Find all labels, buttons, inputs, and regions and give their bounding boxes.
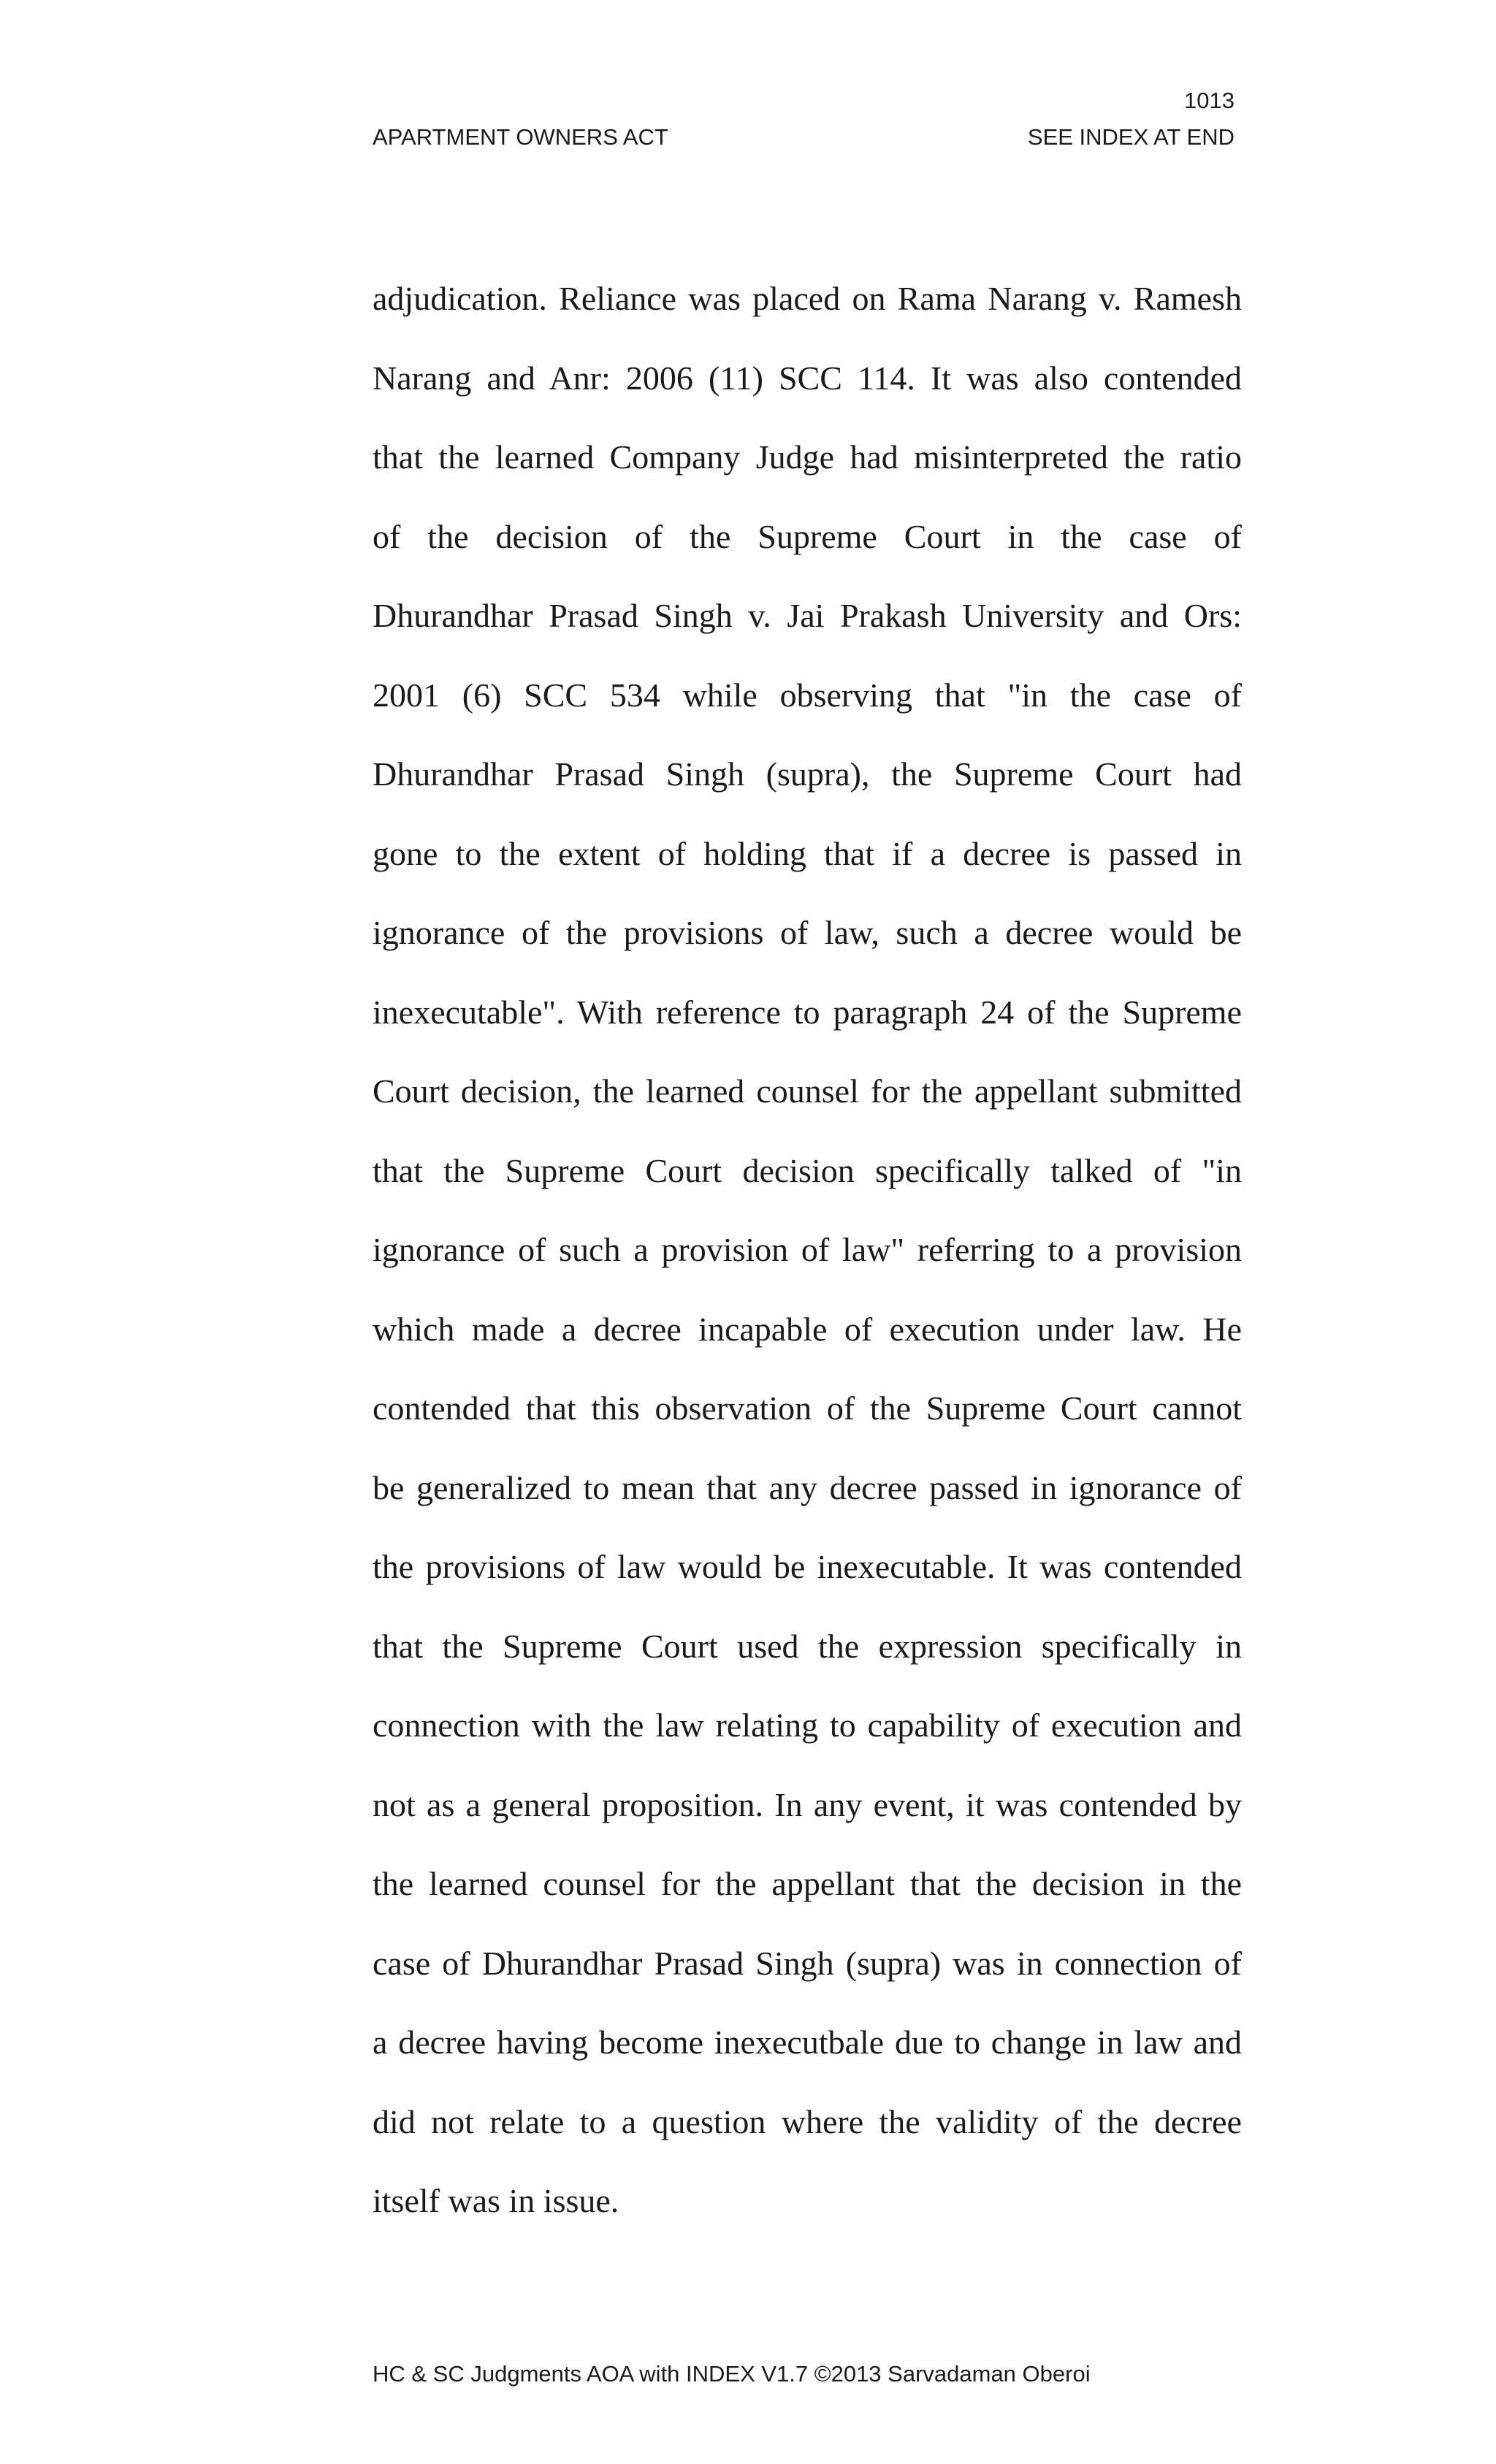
text-line: Narang and Anr: 2006 (11) SCC 114. It was also contended [373, 359, 1242, 397]
text-line: that the Supreme Court used the expression specifically in [373, 1627, 1242, 1665]
text-line: of the decision of the Supreme Court in the case of [373, 517, 1242, 555]
text-line: adjudication. Reliance was placed on Rama Narang v. Ramesh [373, 280, 1242, 317]
text-line: contended that this observation of the Supreme Court cannot [373, 1389, 1242, 1427]
text-line: itself was in issue. [373, 2182, 619, 2219]
page-number: 1013 [1184, 88, 1234, 113]
text-line: did not relate to a question where the validity of the decree [373, 2102, 1242, 2140]
text-line: ignorance of the provisions of law, such a decree would be [373, 914, 1242, 951]
text-line: which made a decree incapable of execution under law. He [373, 1310, 1242, 1348]
running-header-index-note: SEE INDEX AT END [1027, 124, 1234, 150]
text-line: Court decision, the learned counsel for the appellant submitted [373, 1072, 1242, 1110]
text-line: that the learned Company Judge had misinterpreted the ratio [373, 438, 1242, 476]
text-line: connection with the law relating to capability of execution and [373, 1706, 1242, 1744]
text-line: the learned counsel for the appellant that the decision in the [373, 1865, 1242, 1902]
text-line: gone to the extent of holding that if a decree is passed in [373, 834, 1242, 872]
text-line: Dhurandhar Prasad Singh (supra), the Supreme Court had [373, 755, 1242, 793]
text-line: a decree having become inexecutbale due to change in law and [373, 2024, 1242, 2061]
text-line: case of Dhurandhar Prasad Singh (supra) was in connection of [373, 1944, 1242, 1982]
text-line: that the Supreme Court decision specifically talked of "in [373, 1151, 1242, 1189]
text-line: be generalized to mean that any decree passed in ignorance of [373, 1468, 1242, 1506]
running-header-title: APARTMENT OWNERS ACT [373, 124, 668, 150]
text-line: 2001 (6) SCC 534 while observing that "in the case of [373, 676, 1242, 714]
copyright-footer: HC & SC Judgments AOA with INDEX V1.7 ©2013 Sarvadaman Oberoi [373, 2361, 1091, 2387]
text-line: inexecutable". With reference to paragraph 24 of the Supreme [373, 993, 1242, 1031]
text-line: Dhurandhar Prasad Singh v. Jai Prakash University and Ors: [373, 597, 1242, 634]
text-line: not as a general proposition. In any event, it was contended by [373, 1785, 1242, 1823]
text-line: the provisions of law would be inexecutable. It was contended [373, 1548, 1242, 1585]
judgment-paragraph [373, 259, 1242, 2241]
text-line: ignorance of such a provision of law" referring to a provision [373, 1231, 1242, 1268]
